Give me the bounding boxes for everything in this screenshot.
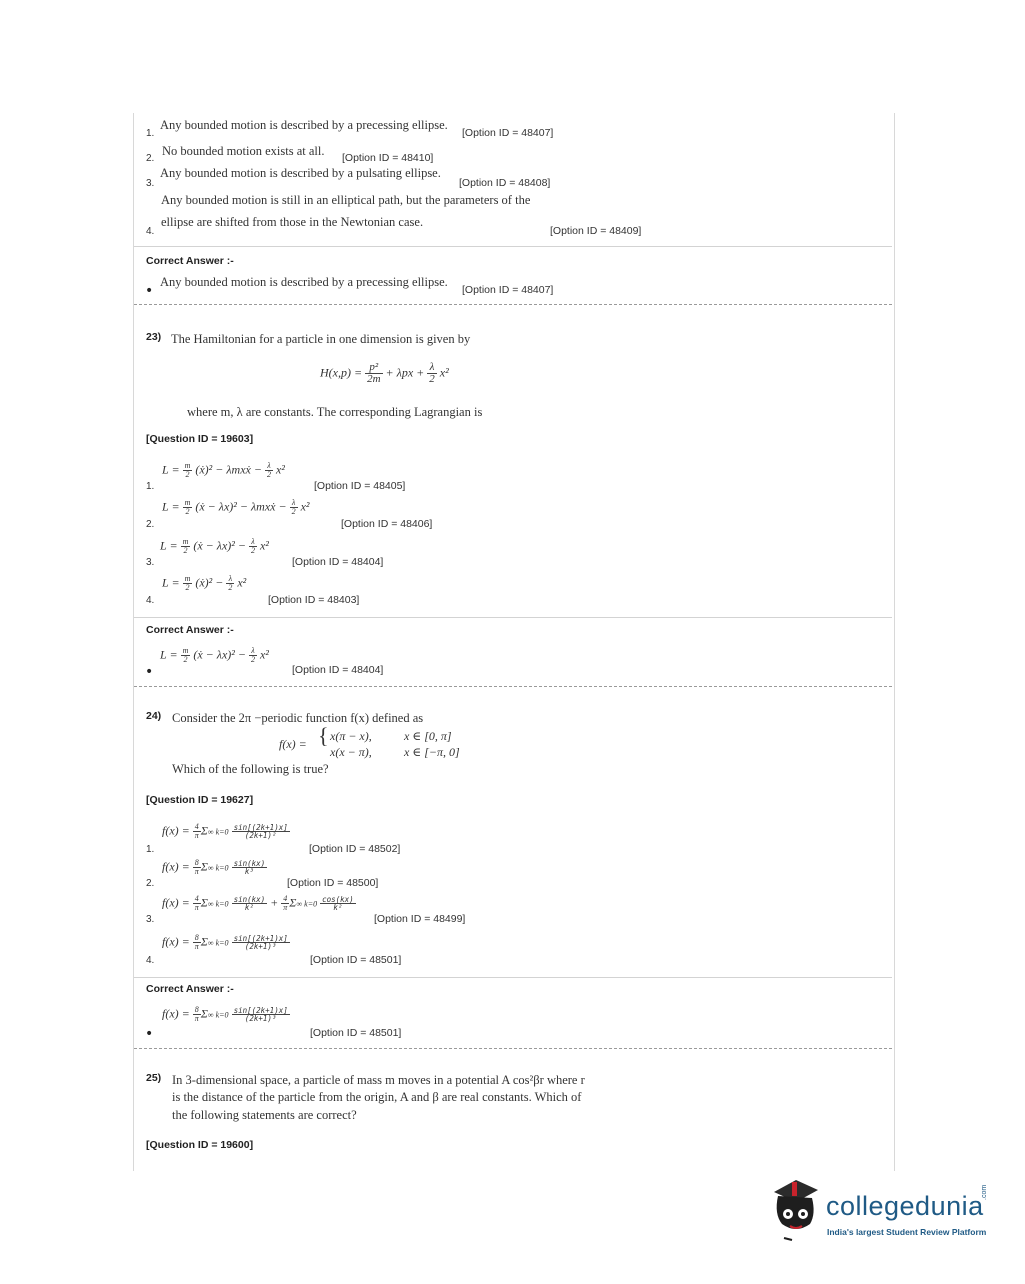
q23-option-2-formula: [162, 499, 310, 516]
sigma-symbol: Σ: [200, 895, 208, 910]
q23-option-1-lam-den: 2: [266, 470, 271, 479]
q24-option-3-term2-num: cos(kx): [322, 894, 354, 904]
q24-option-3-plus: +: [270, 895, 279, 910]
q24-option-4-term-num: sin[(2k+1)x]: [233, 933, 288, 943]
sigma-symbol: Σ: [200, 859, 208, 874]
q23-option-1-tail: x²: [275, 462, 285, 477]
q23-option-2-number: 2.: [146, 519, 155, 530]
q24-correct-label: Correct Answer :-: [146, 983, 234, 995]
q24-correct-bullet: •: [145, 1026, 154, 1042]
q23-correct-frac-num: m: [182, 646, 189, 655]
q23-where: where m, λ are constants. The corresponding Lagrangian is: [187, 405, 483, 419]
q23-option-2-id: [Option ID = 48406]: [341, 518, 433, 530]
brand-name: collegedunia: [826, 1191, 984, 1221]
q24-option-4-formula: [162, 934, 290, 951]
q24-option-1-coef-den: π: [194, 831, 199, 840]
q24-stem: Consider the 2π −periodic function f(x) defined as: [172, 711, 424, 725]
q23-option-4-body: (ẋ)² −: [195, 575, 224, 590]
q22-correct-label: Correct Answer :-: [146, 255, 234, 267]
q23-hamiltonian: [320, 362, 449, 385]
q23-option-3-formula: [160, 538, 269, 555]
q24-number: 24): [146, 710, 162, 722]
q23-option-1-frac-num: m: [184, 461, 191, 470]
q23-option-2-tail: x²: [300, 499, 310, 514]
q23-correct-lhs: L =: [160, 647, 178, 662]
q24-option-1-coef-num: 4: [193, 823, 201, 832]
q23-option-1-number: 1.: [146, 481, 155, 492]
brand-suffix: .com: [981, 1184, 988, 1200]
q23-number: 23): [146, 331, 162, 343]
q24-option-2-lhs: f(x) =: [162, 859, 190, 874]
q23-correct-bullet: •: [145, 664, 154, 680]
q23-option-4-frac-den: 2: [185, 583, 190, 592]
q23-option-3-number: 3.: [146, 557, 155, 568]
q22-correct-text: Any bounded motion is described by a precessing ellipse.: [160, 275, 448, 289]
q22-option-1-number: 1.: [146, 128, 155, 139]
question-separator: [134, 1048, 892, 1049]
q22-option-4-text-line2: ellipse are shifted from those in the Newtonian case.: [161, 215, 424, 229]
q22-option-2-text: No bounded motion exists at all.: [162, 144, 325, 158]
q24-option-4-id: [Option ID = 48501]: [310, 954, 402, 966]
q23-option-3-lam-den: 2: [250, 546, 255, 555]
brand-tagline: India's largest Student Review Platform: [827, 1227, 987, 1237]
q22-option-2-number: 2.: [146, 153, 155, 164]
q24-option-3-limits-2: ∞ k=0: [296, 899, 318, 909]
q24-option-1-lhs: f(x) =: [162, 823, 190, 838]
q24-option-3-coef2-num: 4: [281, 895, 289, 904]
q24-option-1-number: 1.: [146, 844, 155, 855]
q23-option-4-tail: x²: [237, 575, 247, 590]
q23-option-1-body: (ẋ)² − λmxẋ −: [195, 462, 262, 477]
q23-eq-tail: x²: [439, 365, 449, 380]
q25-stem-line1: In 3-dimensional space, a particle of mass m moves in a potential A cos²βr where r: [172, 1073, 585, 1087]
q24-function-lhs: f(x) =: [279, 737, 307, 751]
q24-option-1-id: [Option ID = 48502]: [309, 843, 401, 855]
q24-option-4-coef-num: 8: [193, 934, 201, 943]
q25-stem-line3: the following statements are correct?: [172, 1108, 357, 1122]
q22-option-3-number: 3.: [146, 178, 155, 189]
q23-option-4-lam-num: λ: [226, 575, 234, 584]
left-brace: {: [318, 723, 329, 748]
q24-option-4-number: 4.: [146, 955, 155, 966]
q23-option-2-lhs: L =: [162, 499, 180, 514]
q23-correct-frac-den: 2: [183, 655, 188, 664]
q24-option-2-term-den: k³: [244, 867, 254, 876]
q24-option-3-coef-num: 4: [193, 895, 201, 904]
q24-option-2-id: [Option ID = 48500]: [287, 877, 379, 889]
q23-option-4-id: [Option ID = 48403]: [268, 594, 360, 606]
q24-which: Which of the following is true?: [172, 762, 329, 776]
q23-option-1-lhs: L =: [162, 462, 180, 477]
sigma-symbol: Σ: [200, 934, 208, 949]
q23-option-1-lam-num: λ: [265, 462, 273, 471]
q23-option-3-lam-num: λ: [249, 538, 257, 547]
q22-correct-id: [Option ID = 48407]: [462, 284, 554, 296]
q24-correct-term-den: (2k+1)³: [244, 1014, 277, 1023]
q24-correct-limits: ∞ k=0: [207, 1010, 229, 1020]
q24-option-2-coef-num: 8: [193, 859, 201, 868]
q22-option-1-text: Any bounded motion is described by a precessing ellipse.: [160, 118, 448, 132]
q22-option-3-text: Any bounded motion is described by a pulsating ellipse.: [160, 166, 441, 180]
q24-option-2-term-num: sin(kx): [233, 858, 266, 868]
q23-option-4-number: 4.: [146, 595, 155, 606]
q24-option-3-term2-den: k²: [333, 903, 343, 912]
q24-option-3-coef-den: π: [194, 903, 199, 912]
q25-number: 25): [146, 1072, 162, 1084]
q23-eq-den2: 2: [429, 373, 435, 385]
q23-option-4-lhs: L =: [162, 575, 180, 590]
q22-option-2-id: [Option ID = 48410]: [342, 152, 434, 164]
q23-correct-label: Correct Answer :-: [146, 624, 234, 636]
collegedunia-mascot-icon: [766, 1176, 826, 1242]
q24-correct-term-num: sin[(2k+1)x]: [233, 1005, 288, 1015]
q22-option-4-text-line1: Any bounded motion is still in an elliptical path, but the parameters of the: [161, 193, 531, 207]
q23-option-2-frac-den: 2: [185, 507, 190, 516]
q24-option-3-term-num: sin(kx): [233, 894, 266, 904]
q24-case-1-domain: x ∈ [0, π]: [404, 729, 452, 743]
q24-correct-id: [Option ID = 48501]: [310, 1027, 402, 1039]
q24-option-3-term-den: k²: [244, 903, 254, 912]
q24-option-1-formula: [162, 823, 290, 840]
q24-option-3-formula: [162, 895, 356, 912]
q23-eq-den1: 2m: [367, 373, 381, 385]
q22-option-3-id: [Option ID = 48408]: [459, 177, 551, 189]
q24-option-2-formula: [162, 859, 267, 876]
q22-correct-bullet: •: [145, 283, 154, 299]
q24-option-1-term-num: sin[(2k+1)x]: [233, 822, 288, 832]
q23-correct-formula: [160, 647, 269, 664]
q23-correct-id: [Option ID = 48404]: [292, 664, 384, 676]
q22-option-4-number: 4.: [146, 226, 155, 237]
q23-correct-lam-num: λ: [249, 647, 257, 656]
q23-option-2-lam-num: λ: [290, 499, 298, 508]
q23-correct-tail: x²: [259, 647, 269, 662]
q25-question-id: [Question ID = 19600]: [146, 1139, 254, 1151]
q23-eq-num2: λ: [427, 362, 437, 374]
q25-stem-line2: is the distance of the particle from the origin, A and β are real constants. Which of: [172, 1090, 582, 1104]
sigma-symbol: Σ: [200, 823, 208, 838]
q23-option-2-body: (ẋ − λx)² − λmxẋ −: [195, 499, 287, 514]
q23-option-3-tail: x²: [259, 538, 269, 553]
q23-option-3-id: [Option ID = 48404]: [292, 556, 384, 568]
sigma-symbol: Σ: [289, 895, 297, 910]
q23-correct-body: (ẋ − λx)² −: [193, 647, 246, 662]
q23-option-4-frac-num: m: [184, 574, 191, 583]
q23-stem: The Hamiltonian for a particle in one dimension is given by: [171, 332, 471, 346]
q23-eq-mid: + λpx +: [385, 365, 425, 380]
q23-option-2-frac-num: m: [184, 498, 191, 507]
q24-option-4-term-den: (2k+1)³: [244, 942, 277, 951]
q24-option-2-number: 2.: [146, 878, 155, 889]
q23-option-1-formula: [162, 462, 285, 479]
divider: [134, 246, 892, 247]
q22-option-1-id: [Option ID = 48407]: [462, 127, 554, 139]
q23-option-3-body: (ẋ − λx)² −: [193, 538, 246, 553]
q24-correct-coef-num: 8: [193, 1006, 201, 1015]
q23-correct-lam-den: 2: [250, 655, 255, 664]
q24-case-2: x(x − π),: [330, 745, 372, 759]
q24-option-2-limits: ∞ k=0: [207, 863, 229, 873]
q23-option-4-formula: [162, 575, 246, 592]
q24-option-4-lhs: f(x) =: [162, 934, 190, 949]
q24-option-1-limits: ∞ k=0: [207, 827, 229, 837]
sigma-symbol: Σ: [200, 1006, 208, 1021]
q24-option-3-limits: ∞ k=0: [207, 899, 229, 909]
q24-case-1: x(π − x),: [330, 729, 372, 743]
q24-case-2-domain: x ∈ [−π, 0]: [404, 745, 460, 759]
divider: [134, 977, 892, 978]
q23-option-3-lhs: L =: [160, 538, 178, 553]
q24-option-3-id: [Option ID = 48499]: [374, 913, 466, 925]
q24-question-id: [Question ID = 19627]: [146, 794, 254, 806]
question-separator: [134, 304, 892, 305]
q23-question-id: [Question ID = 19603]: [146, 433, 254, 445]
q24-option-1-term-den: (2k+1)²: [244, 831, 277, 840]
q24-option-3-coef2-den: π: [283, 903, 288, 912]
q23-option-1-id: [Option ID = 48405]: [314, 480, 406, 492]
q24-option-4-coef-den: π: [194, 942, 199, 951]
q24-option-3-number: 3.: [146, 914, 155, 925]
q23-option-3-frac-num: m: [182, 537, 189, 546]
q23-option-3-frac-den: 2: [183, 546, 188, 555]
q22-option-4-id: [Option ID = 48409]: [550, 225, 642, 237]
q23-option-4-lam-den: 2: [228, 583, 233, 592]
q23-option-2-lam-den: 2: [291, 507, 296, 516]
q24-option-3-lhs: f(x) =: [162, 895, 190, 910]
question-separator: [134, 686, 892, 687]
q23-eq-lhs: H(x,p) =: [320, 365, 363, 380]
q23-eq-num1: p²: [365, 362, 382, 374]
q24-correct-formula: [162, 1006, 290, 1023]
q24-correct-lhs: f(x) =: [162, 1006, 190, 1021]
q23-option-1-frac-den: 2: [185, 470, 190, 479]
q24-correct-coef-den: π: [194, 1014, 199, 1023]
q24-option-4-limits: ∞ k=0: [207, 938, 229, 948]
divider: [134, 617, 892, 618]
q24-option-2-coef-den: π: [194, 867, 199, 876]
